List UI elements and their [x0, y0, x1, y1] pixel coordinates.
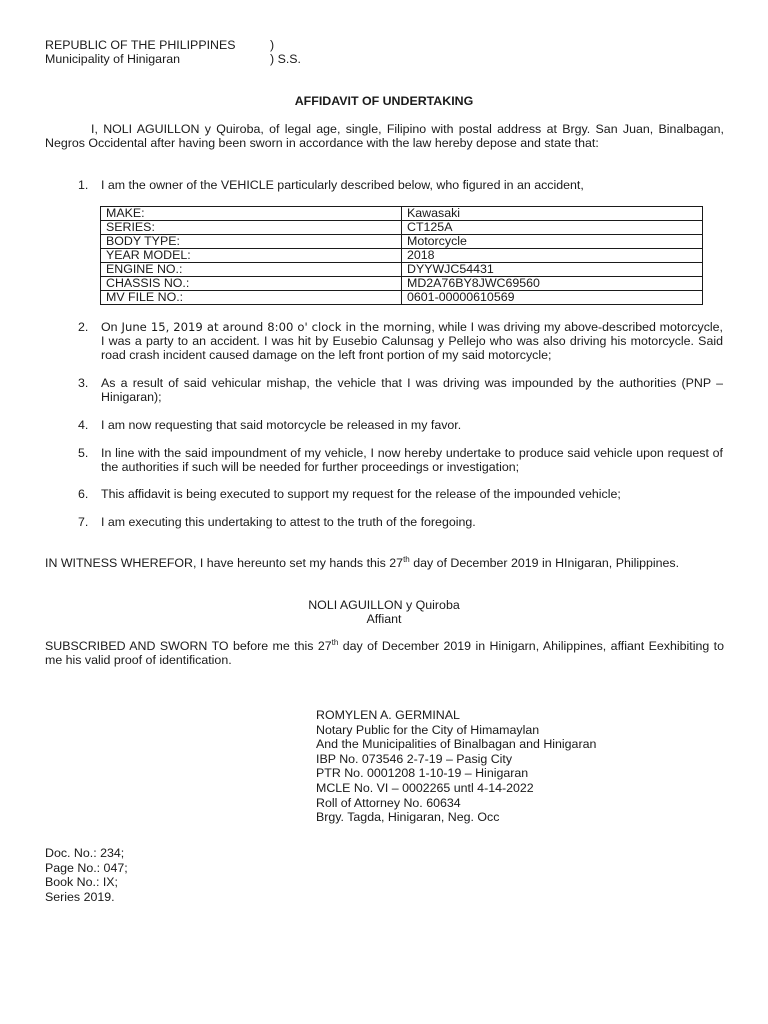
notary-block — [316, 708, 596, 825]
witness-paragraph: IN WITNESS WHEREFOR, I have hereunto set my hands this 27th day of December 2019 in HInigaran, Philippines. — [45, 555, 680, 570]
item-number: 7. — [78, 515, 89, 529]
item-number: 3. — [78, 376, 89, 390]
table-row — [101, 235, 703, 249]
item-text: I am executing this undertaking to attest to the truth of the foregoing. — [101, 515, 476, 529]
notary-line: MCLE No. VI – 0002265 untl 4-14-2022 — [316, 780, 534, 795]
notary-line: Notary Public for the City of Himamaylan — [316, 722, 540, 737]
table-row — [101, 207, 703, 221]
item-text: On June 15, 2019 at around 8:00 o' clock in the morning, while I was driving my above-described motorcycle, I was a party to an accident. I was hit by Eusebio Calunsag y Pellejo who was also driving his motorcycle. Said road crash incident caused damage on the left front portion of my said motorcycle; — [101, 320, 724, 362]
caption-republic: REPUBLIC OF THE PHILIPPINES ) — [45, 38, 275, 52]
vehicle-label: BODY TYPE: — [101, 235, 402, 249]
item-text: I am the owner of the VEHICLE particularly described below, who figured in an accident, — [101, 178, 584, 192]
item-number: 5. — [78, 446, 89, 460]
vehicle-value: Motorcycle — [402, 235, 703, 249]
vehicle-value: DYYWJC54431 — [402, 263, 703, 277]
notary-line: Brgy. Tagda, Hinigaran, Neg. Occ — [316, 810, 500, 825]
vehicle-value: CT125A — [402, 221, 703, 235]
series-year: Series 2019. — [45, 889, 115, 904]
vehicle-value: 0601-00000610569 — [402, 291, 703, 305]
affiant-name: NOLI AGUILLON y Quiroba — [308, 598, 460, 612]
affiant-role: Affiant — [366, 612, 402, 626]
table-row — [101, 249, 703, 263]
vehicle-table — [100, 206, 703, 305]
vehicle-label: MV FILE NO.: — [101, 291, 402, 305]
vehicle-value: Kawasaki — [402, 207, 703, 221]
document-registry — [45, 846, 128, 904]
notary-line: ROMYLEN A. GERMINAL — [316, 708, 460, 722]
item-text: In line with the said impoundment of my vehicle, I now hereby undertake to produce said vehicle upon request of the authorities if such will be needed for further proceedings or investigation; — [101, 446, 723, 474]
item-number: 2. — [78, 320, 89, 334]
intro-paragraph: I, NOLI AGUILLON y Quiroba, of legal age, single, Filipino with postal address at Brgy. San Juan, Binalbagan, Negros Occidental after having been sworn in accordance with the law hereby depose and state that: — [45, 122, 724, 150]
table-row — [101, 221, 703, 235]
item-text: As a result of said vehicular mishap, the vehicle that I was driving was impounded by the authorities (PNP – Hinigaran); — [101, 376, 723, 404]
vehicle-value: 2018 — [402, 249, 703, 263]
vehicle-label: CHASSIS NO.: — [101, 277, 402, 291]
book-number: Book No.: IX; — [45, 875, 119, 890]
document-title: AFFIDAVIT OF UNDERTAKING — [294, 94, 474, 108]
jurat-paragraph: SUBSCRIBED AND SWORN TO before me this 27th day of December 2019 in Hinigarn, Ahilippines, affiant Eexhibiting to me his valid proof of identification. — [45, 638, 725, 667]
item-number: 6. — [78, 487, 89, 501]
item-text: This affidavit is being executed to support my request for the release of the impounded vehicle; — [101, 487, 621, 501]
vehicle-value: MD2A76BY8JWC69560 — [402, 277, 703, 291]
notary-line: And the Municipalities of Binalbagan and Hinigaran — [316, 737, 597, 752]
item-number: 4. — [78, 418, 89, 432]
incident-date: June 15, 2019 at around 8:00 o' clock in the morning — [117, 320, 432, 334]
notary-line: Roll of Attorney No. 60634 — [316, 795, 461, 810]
notary-line: IBP No. 073546 2-7-19 – Pasig City — [316, 751, 513, 766]
vehicle-label: ENGINE NO.: — [101, 263, 402, 277]
table-row — [101, 277, 703, 291]
caption-municipality: Municipality of Hinigaran ) S.S. — [45, 52, 301, 66]
table-row — [101, 263, 703, 277]
item-number: 1. — [78, 178, 89, 192]
page-number: Page No.: 047; — [45, 860, 128, 875]
vehicle-label: MAKE: — [101, 207, 402, 221]
doc-number: Doc. No.: 234; — [45, 846, 125, 860]
item-text: I am now requesting that said motorcycle be released in my favor. — [101, 418, 462, 432]
notary-line: PTR No. 0001208 1-10-19 – Hinigaran — [316, 766, 529, 781]
vehicle-label: YEAR MODEL: — [101, 249, 402, 263]
vehicle-label: SERIES: — [101, 221, 402, 235]
table-row — [101, 291, 703, 305]
